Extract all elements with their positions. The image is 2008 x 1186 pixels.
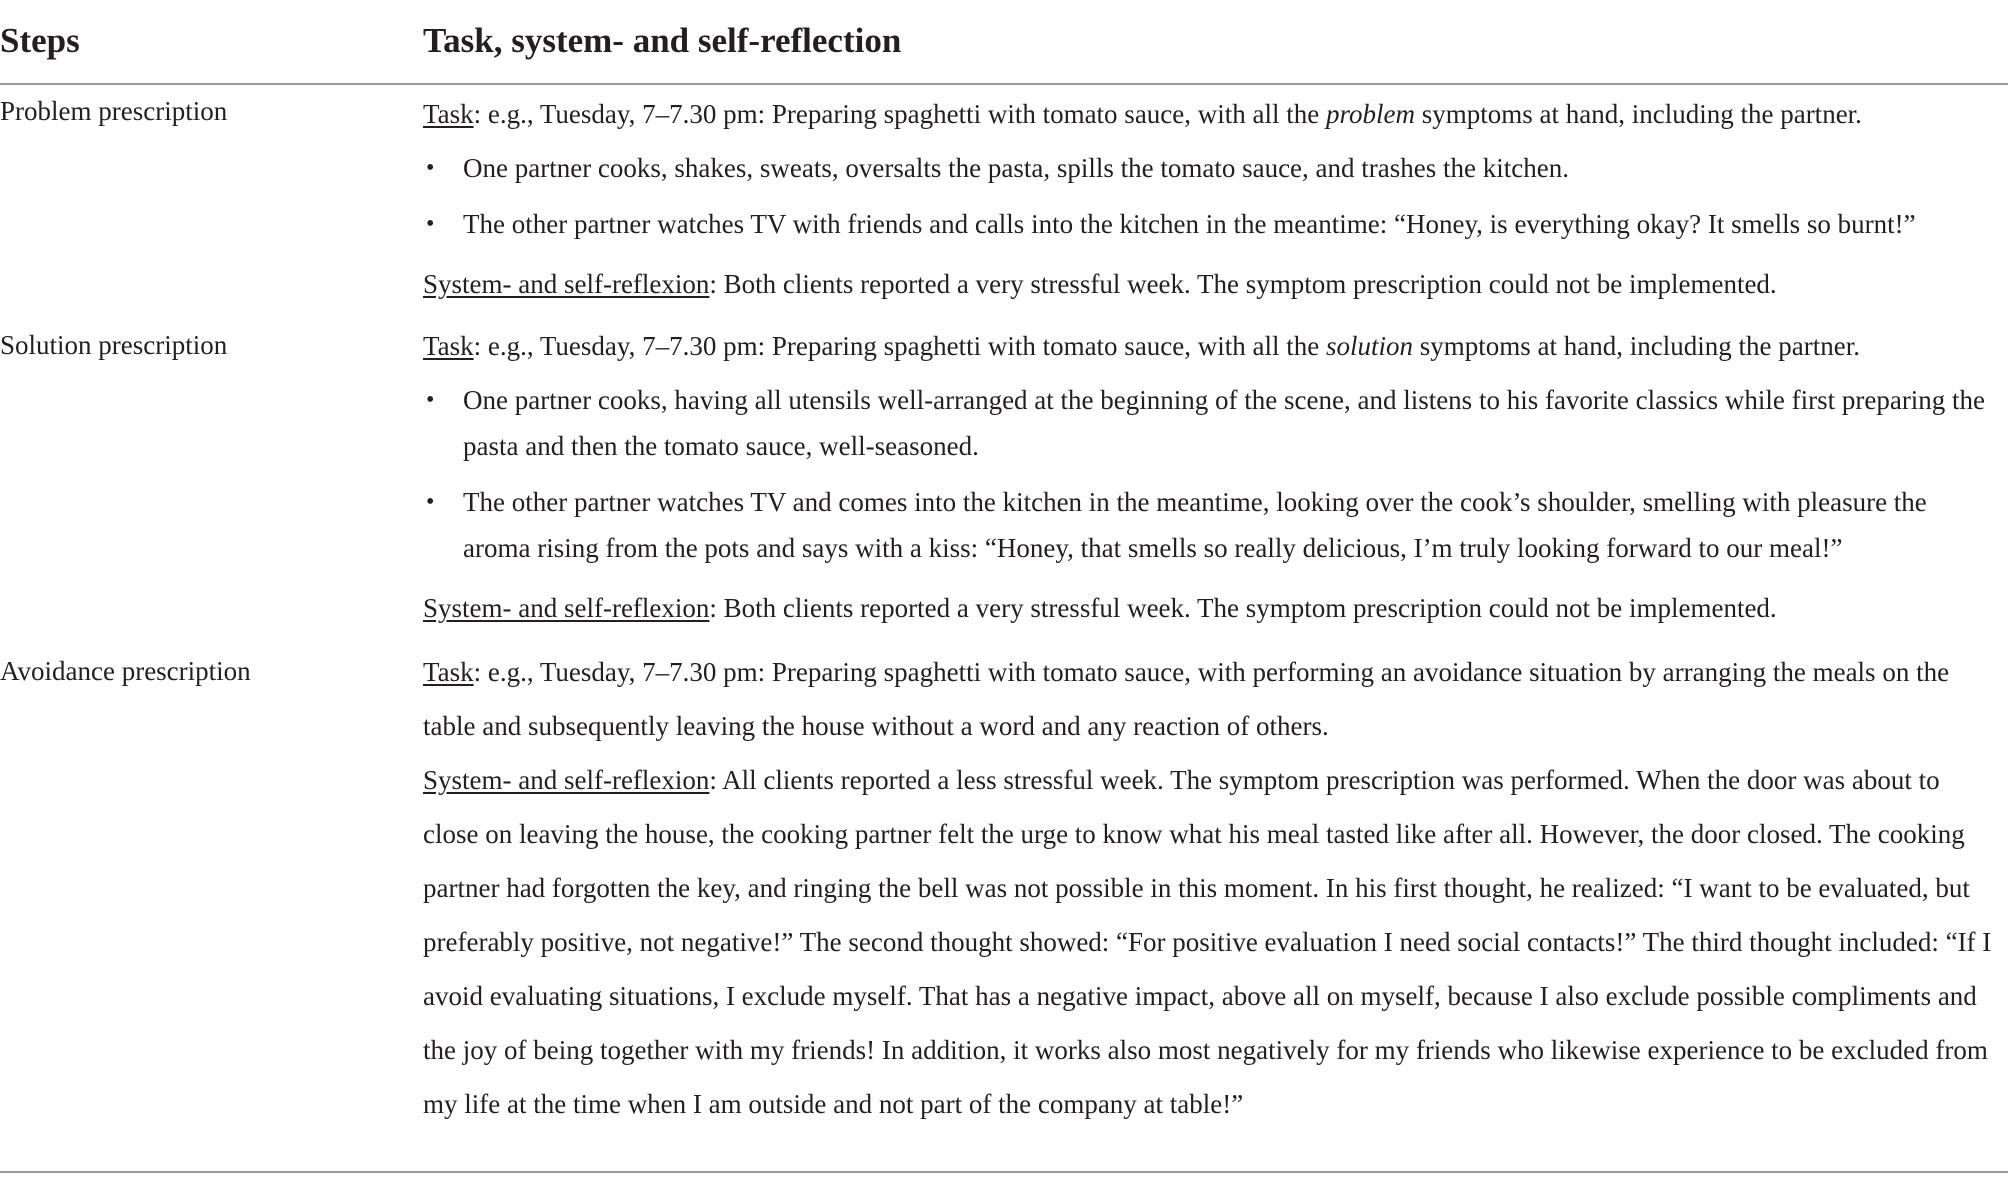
step-label: Avoidance prescription — [0, 656, 251, 686]
step-label: Solution prescription — [0, 330, 228, 360]
task-text: : e.g., Tuesday, 7–7.30 pm: Preparing spaghetti with tomato sauce, with all the — [473, 331, 1326, 361]
list-item: • One partner cooks, shakes, sweats, oversalts the pasta, spills the tomato sauce, and trashes the kitchen. — [423, 145, 1998, 191]
row-content — [423, 87, 1998, 311]
task-label: Task — [423, 331, 474, 361]
reflection-label: System- and self-reflexion — [423, 593, 710, 623]
step-label: Problem prescription — [0, 96, 228, 126]
table-header — [0, 0, 2008, 85]
task-paragraph — [423, 645, 1998, 753]
reflection-paragraph — [423, 581, 1998, 635]
table-row-problem — [0, 85, 2008, 311]
task-label: Task — [423, 657, 474, 687]
task-text: : e.g., Tuesday, 7–7.30 pm: Preparing spaghetti with tomato sauce, with all the — [473, 99, 1326, 129]
list-item: • One partner cooks, having all utensils well-arranged at the beginning of the scene, and listens to his favorite classics while first preparing the pasta and then the tomato sauce, well-seasoned. — [423, 377, 1998, 469]
bullet-list — [423, 145, 1998, 247]
reflection-text: : Both clients reported a very stressful week. The symptom prescription could not be implemented. — [709, 269, 1777, 299]
task-text-end: symptoms at hand, including the partner. — [1413, 331, 1860, 361]
header-steps: Steps — [0, 21, 80, 60]
task-emphasis: solution — [1326, 331, 1414, 361]
table-row-solution — [0, 319, 2008, 635]
list-item: • The other partner watches TV with friends and calls into the kitchen in the meantime: “Honey, is everything okay? It smells so burnt!” — [423, 201, 1998, 247]
table-bottom-rule — [0, 1171, 2008, 1173]
task-emphasis: problem — [1326, 99, 1415, 129]
task-paragraph — [423, 87, 1998, 141]
row-content — [423, 319, 1998, 635]
task-paragraph — [423, 319, 1998, 373]
header-task-reflection: Task, system- and self-reflection — [423, 21, 902, 60]
bullet-list — [423, 377, 1998, 571]
reflection-text: : All clients reported a less stressful week. The symptom prescription was performed. When the door was about to close on leaving the house, the cooking partner felt the urge to know what his meal tasted like after all. However, the door closed. The cooking partner had forgotten the key, and ringing the bell was not possible in this moment. In his first thought, he realized: “I want to be evaluated, but preferably positive, not negative!” The second thought showed: “For positive evaluation I need social contacts!” The third thought included: “If I avoid evaluating situations, I exclude myself. That has a negative impact, above all on myself, because I also exclude possible compliments and the joy of being together with my friends! In addition, it works also most negatively for my friends who likewise experience to be excluded from my life at the time when I am outside and not part of the company at table!” — [423, 765, 1992, 1119]
list-item: • The other partner watches TV and comes into the kitchen in the meantime, looking over the cook’s shoulder, smelling with pleasure the aroma rising from the pots and says with a kiss: “Honey, that smells so really delicious, I’m truly looking forward to our meal!” — [423, 479, 1998, 571]
reflection-label: System- and self-reflexion — [423, 269, 710, 299]
row-content — [423, 645, 1998, 1131]
reflection-text: : Both clients reported a very stressful week. The symptom prescription could not be implemented. — [709, 593, 1777, 623]
reflection-paragraph — [423, 257, 1998, 311]
table-row-avoidance — [0, 645, 2008, 1131]
task-label: Task — [423, 99, 474, 129]
task-text-end: symptoms at hand, including the partner. — [1415, 99, 1862, 129]
reflection-label: System- and self-reflexion — [423, 765, 710, 795]
reflection-paragraph — [423, 753, 1998, 1131]
task-text: : e.g., Tuesday, 7–7.30 pm: Preparing spaghetti with tomato sauce, with performing an avoidance situation by arranging the meals on the table and subsequently leaving the house without a word and any reaction of others. — [423, 657, 1950, 741]
